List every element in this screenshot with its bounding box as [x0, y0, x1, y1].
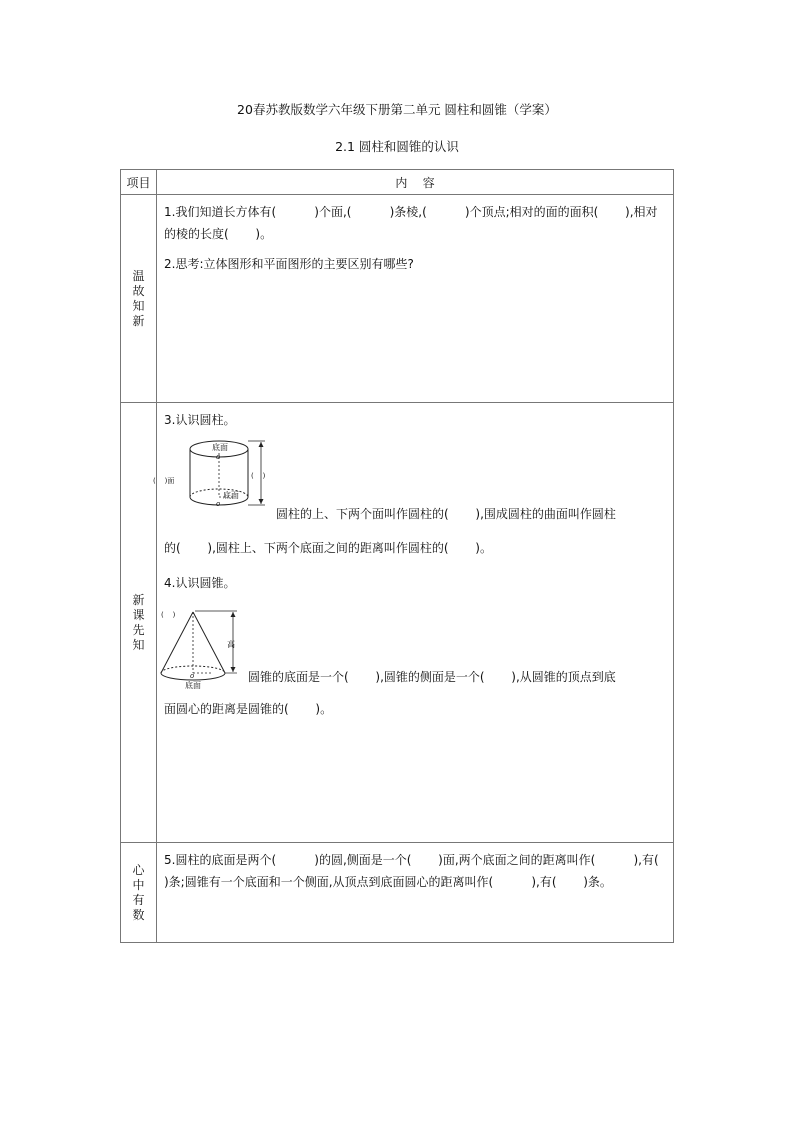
section-label-summary: 心中有数 — [132, 862, 145, 922]
cylinder-figure — [161, 435, 276, 513]
header-content: 内 容 — [157, 170, 674, 195]
section-label-review: 温故知新 — [132, 268, 145, 328]
question-3-text-b: 的( ),圆柱上、下两个底面之间的距离叫作圆柱的( )。 — [164, 541, 492, 555]
question-3-text-a: 圆柱的上、下两个面叫作圆柱的( ),围成圆柱的曲面叫作圆柱 — [276, 507, 616, 521]
question-5: 5.圆柱的底面是两个( )的圆,侧面是一个( )面,两个底面之间的距离叫作( ),有( )条;圆锥有一个底面和一个侧面,从顶点到底面圆心的距离叫作( ),有( )条。 — [164, 853, 697, 889]
section-label-preview: 新课先知 — [132, 592, 145, 652]
table-row — [121, 843, 674, 943]
cylinder-height-label: ( ) — [251, 472, 266, 480]
cylinder-side-label: ( )面 — [153, 477, 175, 485]
page-title: 20春苏教版数学六年级下册第二单元 圆柱和圆锥（学案） — [237, 102, 557, 117]
cylinder-bottom-center-label: o — [216, 500, 221, 508]
cone-height-label: 高 — [227, 640, 235, 649]
table-row — [121, 403, 674, 843]
cone-center-label: o — [190, 672, 195, 680]
cone-base-label: 底面 — [185, 681, 201, 690]
cylinder-top-center-label: o — [216, 453, 221, 461]
cone-figure — [159, 606, 249, 690]
cylinder-bottom-label: 底面 — [223, 491, 239, 500]
table-header-row — [121, 170, 674, 195]
cone-apex-label: ( ) — [161, 611, 176, 619]
question-4-title: 4.认识圆锥。 — [164, 576, 236, 590]
question-4-text-b: 面圆心的距离是圆锥的( )。 — [164, 702, 333, 716]
table-row — [121, 195, 674, 403]
page-subtitle: 2.1 圆柱和圆锥的认识 — [335, 139, 459, 154]
worksheet-table — [120, 169, 697, 943]
question-1: 1.我们知道长方体有( )个面,( )条棱,( )个顶点;相对的面的面积( ),相对的棱的长度( )。 — [164, 205, 658, 241]
header-project: 项目 — [121, 170, 157, 195]
cylinder-top-label: 底面 — [212, 443, 228, 452]
question-3-title: 3.认识圆柱。 — [164, 413, 236, 427]
question-2: 2.思考:立体图形和平面图形的主要区别有哪些? — [164, 257, 414, 271]
question-4-text-a: 圆锥的底面是一个( ),圆锥的侧面是一个( ),从圆锥的顶点到底 — [248, 670, 616, 684]
